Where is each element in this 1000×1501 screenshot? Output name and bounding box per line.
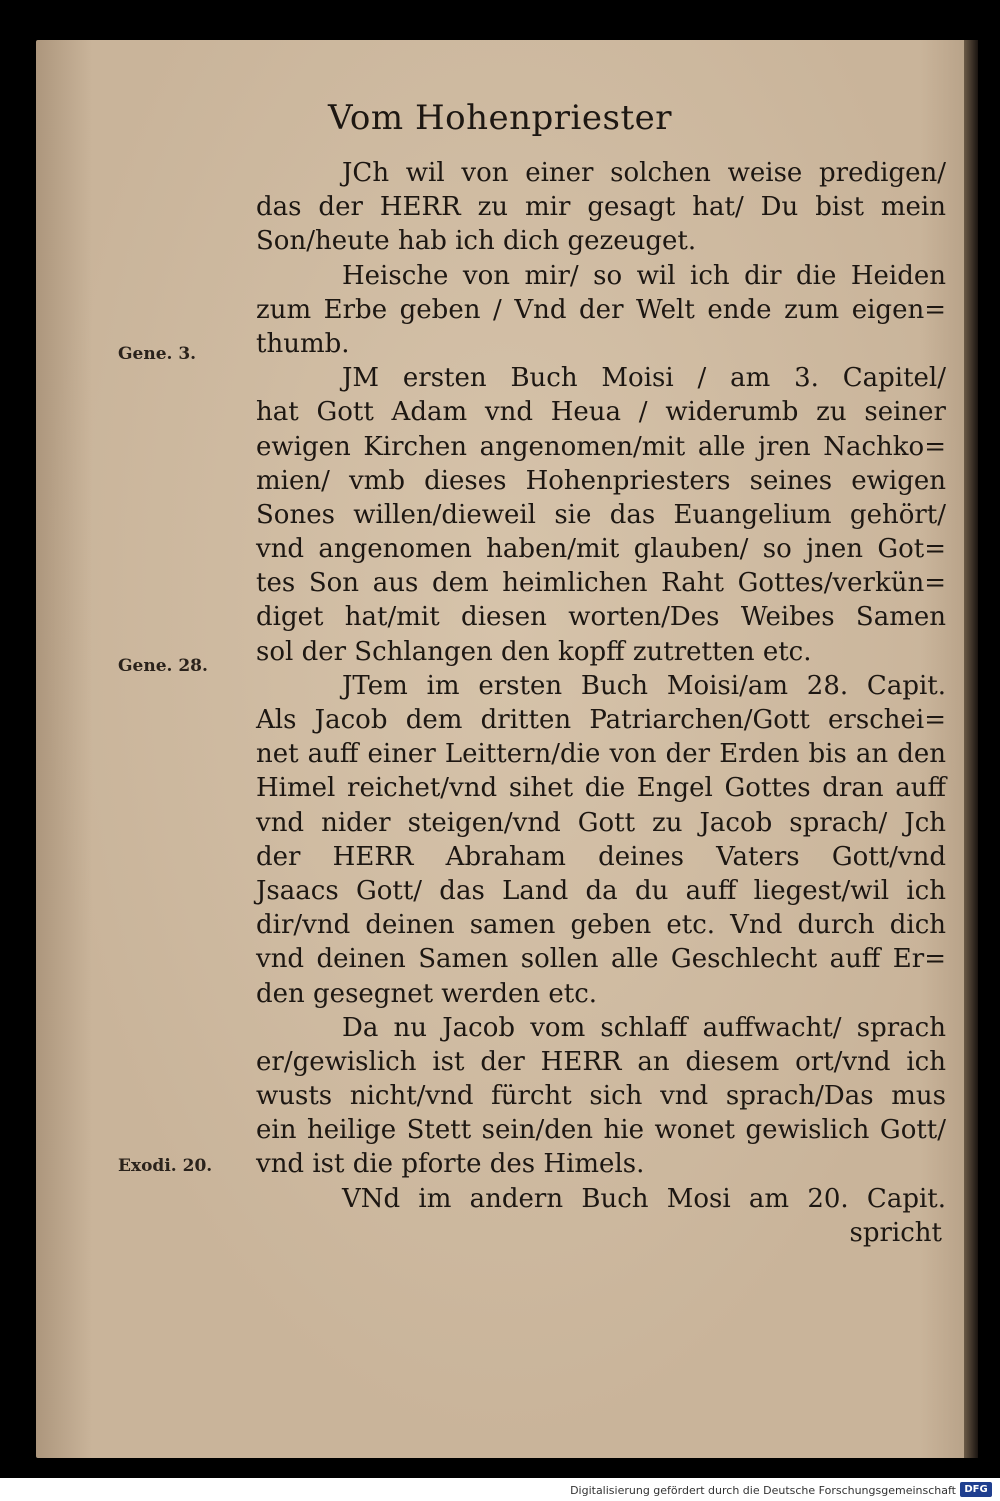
dfg-logo: DFG <box>960 1482 992 1497</box>
marginal-note-gen28: Gene. 28. <box>118 656 208 676</box>
text-line: ein heilige Stett sein/den hie wonet gewislich Gott/ <box>256 1115 946 1146</box>
text-line: net auff einer Leittern/die von der Erden bis an den <box>256 739 946 770</box>
text-line: Sones willen/dieweil sie das Euangelium gehört/ <box>256 499 946 530</box>
text-line: zum Erbe geben / Vnd der Welt ende zum eigen= <box>256 294 946 325</box>
text-line: vnd ist die pforte des Himels. <box>256 1149 645 1180</box>
text-line: Da nu Jacob vom schlaff auffwacht/ sprach <box>342 1012 946 1043</box>
text-line: der HERR Abraham deines Vaters Gott/vnd <box>256 841 946 872</box>
text-line: JM ersten Buch Moisi / am 3. Capitel/ <box>342 363 946 394</box>
text-line: Son/heute hab ich dich gezeuget. <box>256 226 697 257</box>
text-line: vnd angenomen haben/mit glauben/ so jnen Got= <box>256 534 946 565</box>
catchword: spricht <box>849 1217 942 1248</box>
marginal-note-gen3: Gene. 3. <box>118 344 197 364</box>
text-line: sol der Schlangen den kopff zutretten etc. <box>256 636 812 667</box>
text-line: wusts nicht/vnd fürcht sich vnd sprach/Das mus <box>256 1081 946 1112</box>
running-head: Vom Hohenpriester <box>328 98 672 138</box>
marginal-note-exod20: Exodi. 20. <box>118 1156 213 1176</box>
text-line: hat Gott Adam vnd Heua / widerumb zu seiner <box>256 397 946 428</box>
text-line: das der HERR zu mir gesagt hat/ Du bist mein <box>256 192 946 223</box>
text-line: vnd deinen Samen sollen alle Geschlecht auff Er= <box>256 944 946 975</box>
text-line: Heische von mir/ so wil ich dir die Heiden <box>342 260 946 291</box>
text-line: vnd nider steigen/vnd Gott zu Jacob sprach/ Jch <box>256 807 946 838</box>
text-line: Als Jacob dem dritten Patriarchen/Gott erschei= <box>256 705 946 735</box>
text-line: mien/ vmb dieses Hohenpriesters seines ewigen <box>256 465 946 496</box>
text-line: JCh wil von einer solchen weise predigen/ <box>342 158 946 188</box>
page-edge-shadow <box>964 40 978 1458</box>
funding-credit: Digitalisierung gefördert durch die Deutsche Forschungsgemeinschaft <box>570 1484 956 1497</box>
text-line: er/gewislich ist der HERR an diesem ort/vnd ich <box>256 1046 946 1077</box>
text-line: VNd im andern Buch Mosi am 20. Capit. <box>342 1183 946 1214</box>
text-line: JTem im ersten Buch Moisi/am 28. Capit. <box>342 670 946 701</box>
text-line: diget hat/mit diesen worten/Des Weibes Samen <box>256 602 946 633</box>
text-line: ewigen Kirchen angenomen/mit alle jren Nachko= <box>256 431 946 462</box>
text-line: tes Son aus dem heimlichen Raht Gottes/verkün= <box>256 568 946 599</box>
text-line: den gesegnet werden etc. <box>256 978 598 1009</box>
body-text <box>256 156 946 1250</box>
text-line: thumb. <box>256 328 350 359</box>
text-line: Himel reichet/vnd sihet die Engel Gottes dran auff <box>256 773 946 804</box>
text-line: dir/vnd deinen samen geben etc. Vnd durch dich <box>256 910 946 941</box>
text-line: Jsaacs Gott/ das Land da du auff liegest/wil ich <box>256 875 946 906</box>
